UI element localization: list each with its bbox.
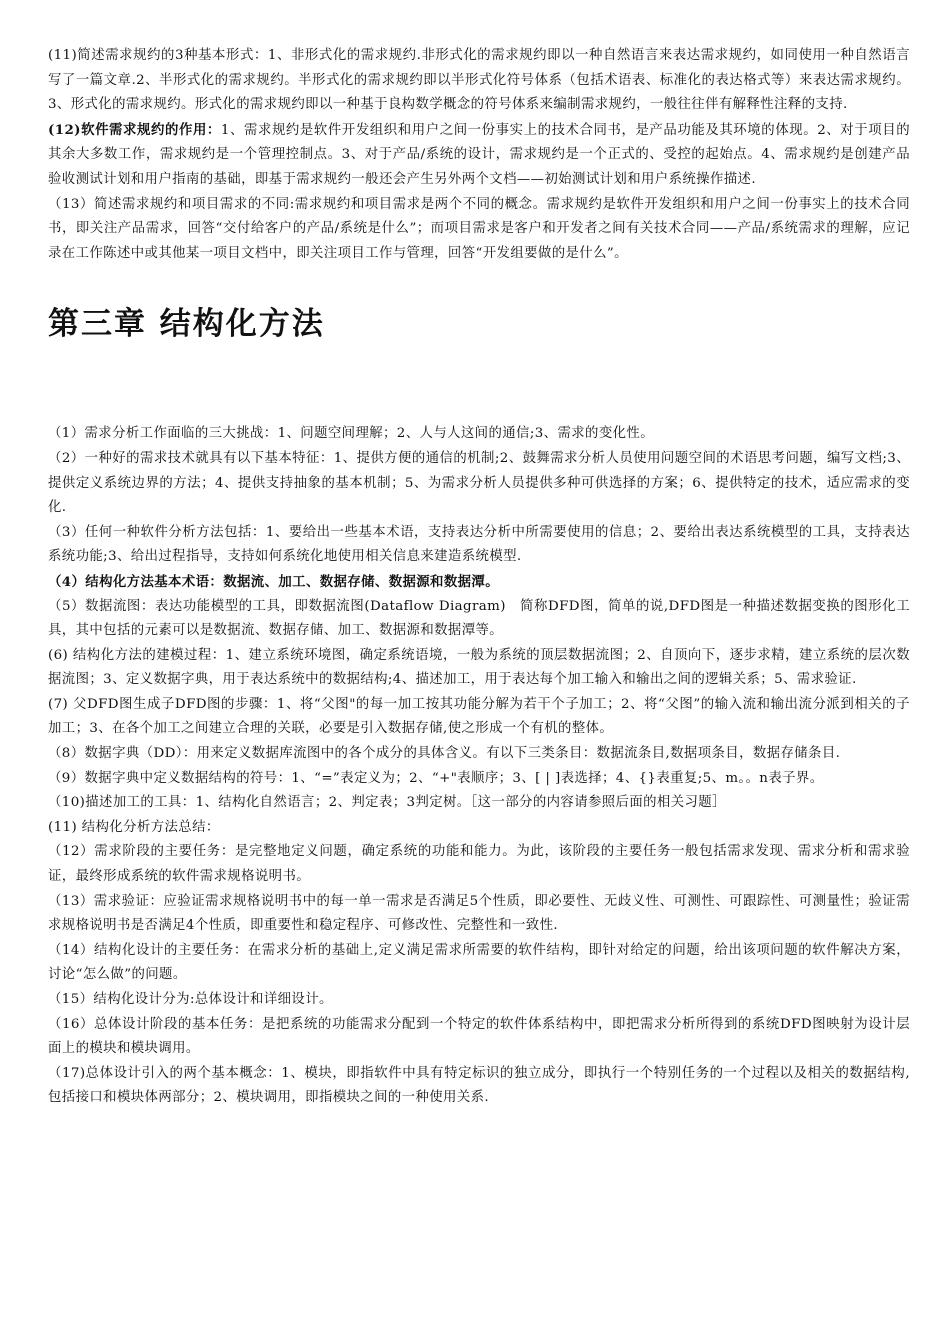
list-item: （14）结构化设计的主要任务：在需求分析的基础上,定义满足需求所需要的软件结构，即针对给定的问题，给出该项问题的软件解决方案，讨论“怎么做”的问题。 — [48, 942, 910, 983]
list-item: (6) 结构化方法的建模过程：1、建立系统环境图，确定系统语境，一般为系统的顶层数据流图；2、自顶向下，逐步求精，建立系统的层次数据流图；3、定义数据字典，用于表达系统中的数据结构;4、描述加工，用于表达每个加工输入和输出之间的逻辑关系；5、需求验证. — [48, 647, 910, 688]
paragraph-11-requirement-forms: (11)简述需求规约的3种基本形式：1、非形式化的需求规约.非形式化的需求规约即以一种自然语言来表达需求规约，如同使用一种自然语言写了一篇文章.2、半形式化的需求规约。半形式化的需求规约即以半形式化符号体系（包括术语表、标准化的表达格式等）来表达需求规约。3、形式化的需求规约。形式化的需求规约即以一种基于良构数学概念的符号体系来编制需求规约，一般往往伴有解释性注释的支持. — [48, 48, 910, 113]
list-item: (11) 结构化分析方法总结： — [48, 819, 220, 835]
list-item: （12）需求阶段的主要任务：是完整地定义问题，确定系统的功能和能力。为此，该阶段的主要任务一般包括需求发现、需求分析和需求验证，最终形成系统的软件需求规格说明书。 — [48, 844, 910, 885]
paragraph-12-requirement-role — [48, 118, 910, 193]
paragraph-12-body: 1、需求规约是软件开发组织和用户之间一份事实上的技术合同书，是产品功能及其环境的体现。2、对于项目的其余大多数工作，需求规约是一个管理控制点。3、对于产品/系统的设计，需求规约是一个正式的、受控的起始点。4、需求规约是创建产品验收测试计划和用户指南的基础，即基于需求规约一般还会产生另外两个文档——初始测试计划和用户系统操作描述. — [48, 122, 910, 187]
list-item: （5）数据流图：表达功能模型的工具，即数据流图(Dataflow Diagram) 简称DFD图，简单的说,DFD图是一种描述数据变换的图形化工具，其中包括的元素可以是数据流、数据存储、加工、数据源和数据潭等。 — [48, 598, 910, 639]
list-item: (7) 父DFD图生成子DFD图的步骤：1、将“父图"的每一加工按其功能分解为若干个子加工；2、将“父图”的输入流和输出流分派到相关的子加工；3、在各个加工之间建立合理的关联，必要是引入数据存储,使之形成一个有机的整体。 — [48, 696, 910, 737]
list-item: （17)总体设计引入的两个基本概念：1、模块，即指软件中具有特定标识的独立成分，即执行一个特别任务的一个过程以及相关的数据结构,包括接口和模块体两部分；2、模块调用，即指模块之间的一种使用关系. — [48, 1065, 910, 1106]
list-item-structured-terms: （4）结构化方法基本术语：数据流、加工、数据存储、数据源和数据潭。 — [48, 573, 500, 590]
list-item: （9）数据字典中定义数据结构的符号：1、“=”表定义为；2、“+"表顺序；3、[ | ]表选择；4、{}表重复;5、m。。n表子界。 — [48, 770, 824, 786]
list-item: （15）结构化设计分为:总体设计和详细设计。 — [48, 992, 333, 1007]
document-page — [48, 44, 910, 1111]
list-item: （3）任何一种软件分析方法包括：1、要给出一些基本术语，支持表达分析中所需要使用的信息；2、要给出表达系统模型的工具，支持表达系统功能;3、给出过程指导，支持如何系统化地使用相关信息来建造系统模型. — [48, 524, 910, 565]
chapter-title: 第三章 结构化方法 — [48, 306, 325, 343]
list-item: （10)描述加工的工具：1、结构化自然语言；2、判定表；3判定树。［这一部分的内容请参照后面的相关习题］ — [48, 795, 726, 811]
list-item: （1）需求分析工作面临的三大挑战：1、问题空间理解；2、人与人这间的通信;3、需求的变化性。 — [48, 426, 655, 442]
list-item: （8）数据字典（DD）：用来定义数据库流图中的各个成分的具体含义。有以下三类条目：数据流条目,数据项条目，数据存储条目. — [48, 746, 841, 762]
chapter-body — [48, 422, 910, 1111]
list-item: （2）一种好的需求技术就具有以下基本特征：1、提供方便的通信的机制;2、鼓舞需求分析人员使用问题空间的术语思考问题，编写文档;3、提供定义系统边界的方法；4、提供支持抽象的基本机制；5、为需求分析人员提供多种可供选择的方案；6、提供特定的技术，适应需求的变化. — [48, 450, 910, 516]
list-item: （16）总体设计阶段的基本任务：是把系统的功能需求分配到一个特定的软件体系结构中，即把需求分析所得到的系统DFD图映射为设计层面上的模块和模块调用。 — [48, 1016, 910, 1057]
chapter-spacer — [48, 344, 910, 422]
list-item: （13）需求验证：应验证需求规格说明书中的每一单一需求是否满足5个性质，即必要性、无歧义性、可测性、可跟踪性、可测量性；验证需求规格说明书是否满足4个性质，即重要性和稳定程序、可修改性、完整性和一致性. — [48, 893, 910, 934]
paragraph-13-requirement-difference: （13）简述需求规约和项目需求的不同:需求规约和项目需求是两个不同的概念。需求规约是软件开发组织和用户之间一份事实上的技术合同书，即关注产品需求，回答“交付给客户的产品/系统是什么”；而项目需求是客户和开发者之间有关技术合同——产品/系统需求的理解，应记录在工作陈述中或其他某一项目文档中，即关注项目工作与管理，回答“开发组要做的是什么”。 — [48, 196, 910, 261]
paragraph-12-heading: (12)软件需求规约的作用： — [48, 121, 221, 138]
